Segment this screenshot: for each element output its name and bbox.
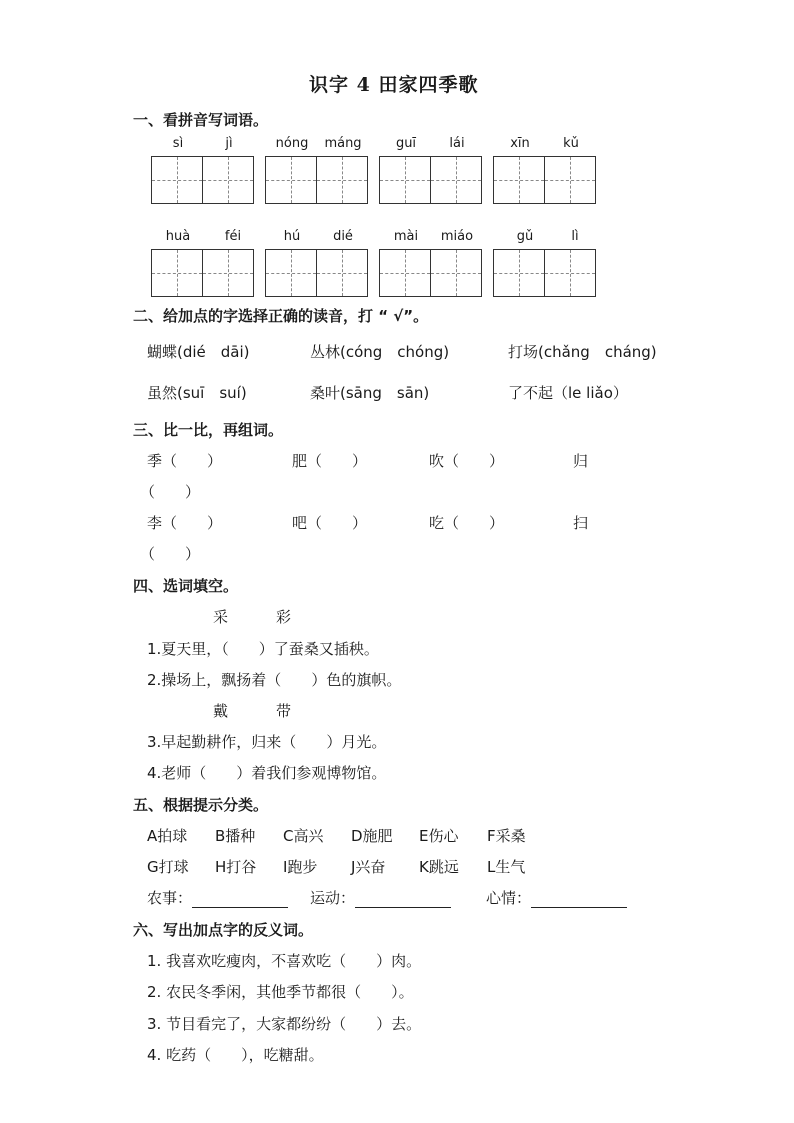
compare-item[interactable]: 扫 [573,514,589,532]
answer-blank[interactable] [355,893,451,908]
section-5-heading: 五、根据提示分类。 [133,796,269,814]
answer-blank[interactable] [531,893,627,908]
answer-blank[interactable] [192,893,288,908]
pinyin-row-2 [0,229,794,249]
classify-option: L生气 [487,858,526,876]
classify-option: E伤心 [419,827,459,845]
category-label: 运动： [310,889,356,907]
compare-item[interactable]: 吹（ ） [429,452,505,470]
pinyin: féi [224,229,242,244]
pinyin: máng [324,136,362,151]
pinyin: jì [225,136,233,151]
antonym-sentence[interactable]: 3. 节目看完了，大家都纷纷（ ）去。 [147,1015,422,1033]
pinyin: mài [393,229,419,244]
reading-choice-item[interactable]: 了不起（le liǎo） [508,384,628,402]
fill-sentence[interactable]: 2.操场上，飘扬着（ ）色的旗帜。 [147,671,402,689]
category-sports [310,887,451,908]
pinyin: xīn [510,136,530,151]
section-3-heading: 三、比一比，再组词。 [133,421,284,439]
section-6-heading: 六、写出加点字的反义词。 [133,921,314,939]
pinyin: kǔ [563,136,579,151]
writing-grid-row-2 [0,249,794,297]
writing-grid[interactable] [265,249,368,297]
classify-option: J兴奋 [351,858,386,876]
pinyin: miáo [440,229,474,244]
classify-option: H打谷 [215,858,257,876]
writing-grid-row-1 [0,156,794,204]
pinyin: lái [449,136,465,151]
pinyin-row-1 [0,136,794,156]
fill-sentence[interactable]: 1.夏天里，（ ）了蚕桑又插秧。 [147,640,379,658]
pinyin: gǔ [516,229,534,244]
antonym-sentence[interactable]: 4. 吃药（ ），吃糖甜。 [147,1046,324,1064]
classify-option: C高兴 [283,827,324,845]
pinyin: dié [333,229,353,244]
word-choice: 彩 [276,608,292,626]
writing-grid[interactable] [265,156,368,204]
pinyin: nóng [275,136,309,151]
compare-item[interactable]: 肥（ ） [292,452,368,470]
compare-blank[interactable]: （ ） [140,483,201,501]
page-title: 识字 4 田家四季歌 [309,74,479,96]
antonym-sentence[interactable]: 2. 农民冬季闲，其他季节都很（ ）。 [147,983,414,1001]
pinyin: lì [571,229,579,244]
category-label: 心情： [486,889,532,907]
classify-option: K跳远 [419,858,459,876]
category-mood [486,887,627,908]
word-choice: 带 [276,702,292,720]
reading-choice-item[interactable]: 蝴蝶(dié dāi) [147,343,250,361]
section-1-heading: 一、看拼音写词语。 [133,111,269,129]
reading-choice-item[interactable]: 丛林(cóng chóng) [310,343,450,361]
pinyin: sì [172,136,184,151]
writing-grid[interactable] [379,156,482,204]
classify-option: F采桑 [487,827,526,845]
writing-grid[interactable] [493,249,596,297]
pinyin: huà [165,229,191,244]
reading-choice-item[interactable]: 打场(chǎng cháng) [508,343,657,361]
compare-item[interactable]: 吃（ ） [429,514,505,532]
section-4-heading: 四、选词填空。 [133,577,239,595]
compare-blank[interactable]: （ ） [140,545,201,563]
word-choice: 采 [213,608,229,626]
antonym-sentence[interactable]: 1. 我喜欢吃瘦肉，不喜欢吃（ ）肉。 [147,952,422,970]
writing-grid[interactable] [151,156,254,204]
fill-sentence[interactable]: 3.早起勤耕作，归来（ ）月光。 [147,733,387,751]
compare-item[interactable]: 吧（ ） [292,514,368,532]
writing-grid[interactable] [151,249,254,297]
category-farming [147,887,288,908]
category-label: 农事： [147,889,193,907]
section-2-heading: 二、给加点的字选择正确的读音，打 “ √”。 [133,307,429,325]
writing-grid[interactable] [493,156,596,204]
classify-option: B播种 [215,827,256,845]
compare-item[interactable]: 归 [573,452,589,470]
compare-item[interactable]: 季（ ） [147,452,223,470]
classify-option: D施肥 [351,827,393,845]
writing-grid[interactable] [379,249,482,297]
word-choice: 戴 [213,702,229,720]
pinyin: guī [395,136,417,151]
classify-option: G打球 [147,858,189,876]
classify-option: I跑步 [283,858,318,876]
fill-sentence[interactable]: 4.老师（ ）着我们参观博物馆。 [147,764,387,782]
reading-choice-item[interactable]: 桑叶(sāng sān) [310,384,430,402]
classify-option: A拍球 [147,827,188,845]
pinyin: hú [283,229,301,244]
reading-choice-item[interactable]: 虽然(suī suí) [147,384,247,402]
compare-item[interactable]: 李（ ） [147,514,223,532]
